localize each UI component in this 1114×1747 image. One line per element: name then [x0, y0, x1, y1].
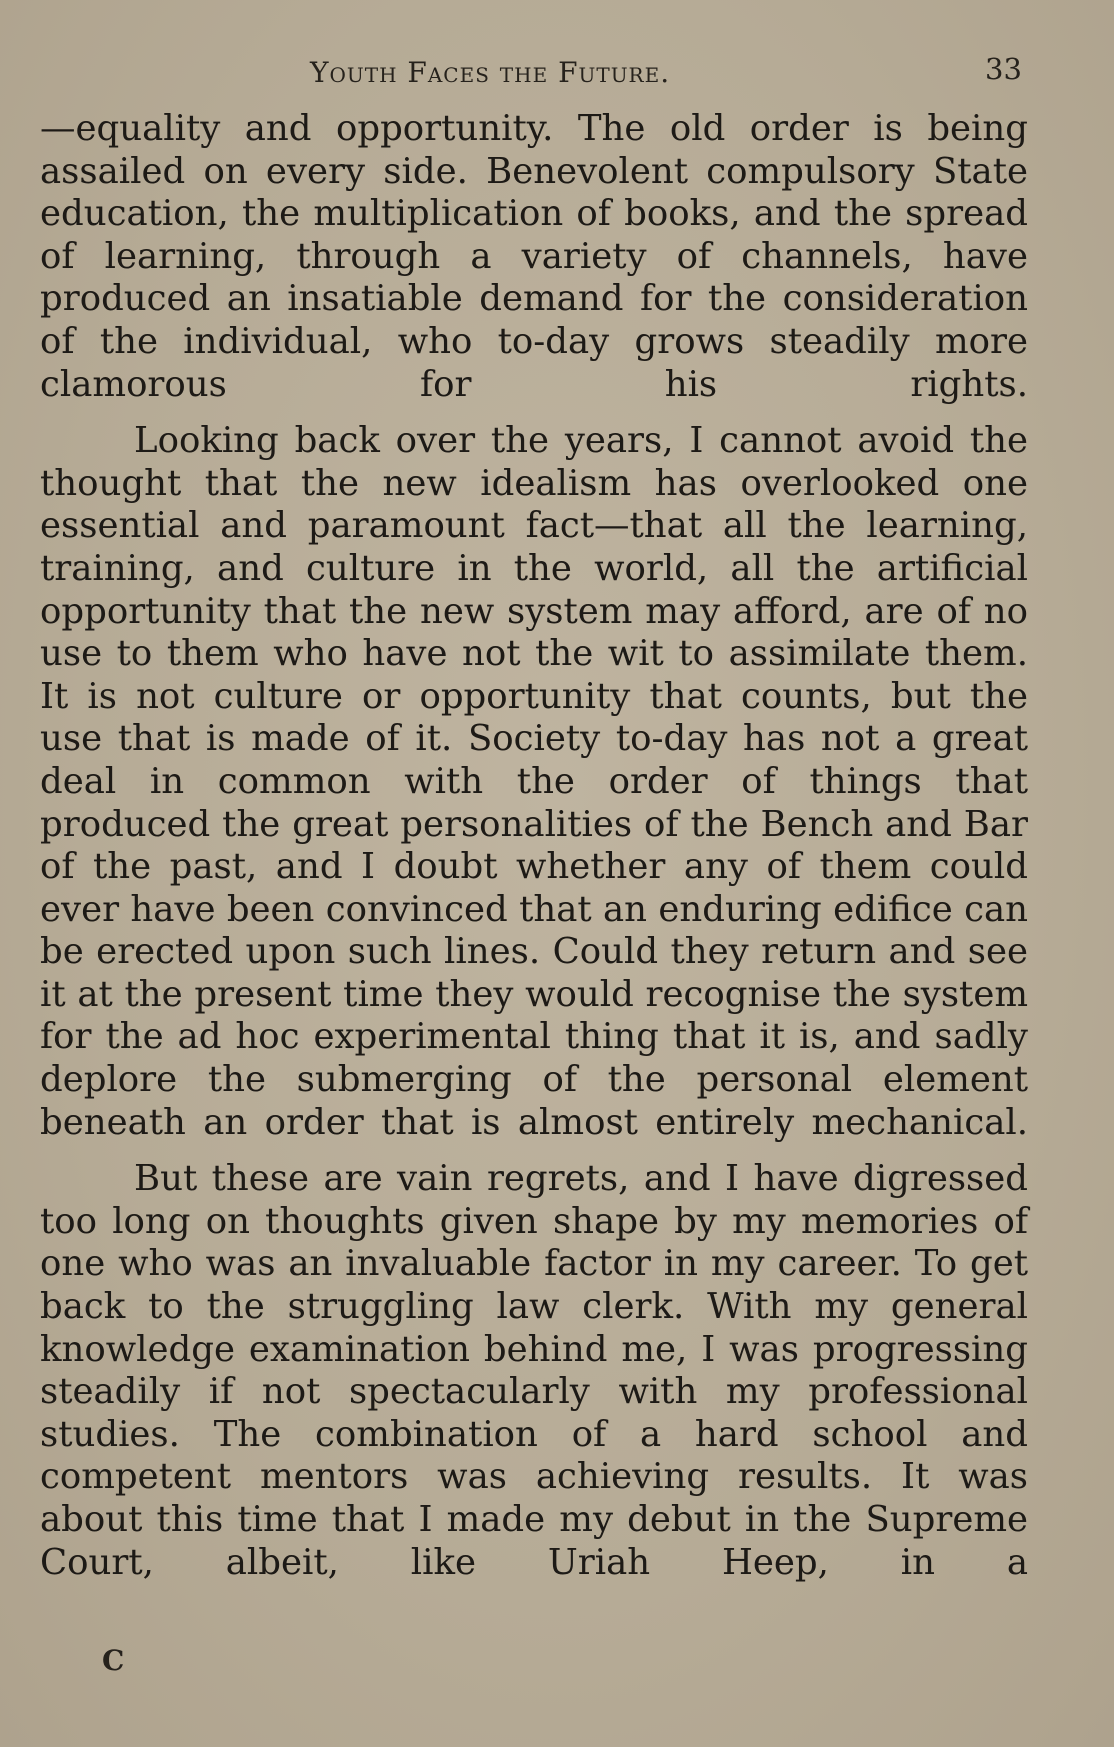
- running-title: Youth Faces the Future.: [310, 56, 671, 89]
- paragraph-continuation: —equality and opportunity. The old order is being assailed on every side. Benevolent compulsory State education, the multiplication of books, and the spread of learning, through a variety of channels, have produced an insatiable demand for the consideration of the individual, who to-day grows steadily more clamorous for his rights.: [40, 108, 1028, 405]
- running-head: [0, 52, 1114, 92]
- signature-mark: C: [102, 1644, 125, 1677]
- body-text: [40, 108, 1028, 1584]
- paragraph-vain-regrets: But these are vain regrets, and I have digressed too long on thoughts given shape by my memories of one who was an invaluable factor in my career. To get back to the struggling law clerk. With my general knowledge examination behind me, I was progressing steadily if not spectacularly with my professional studies. The combination of a hard school and competent mentors was achieving results. It was about this time that I made my debut in the Supreme Court, albeit, like Uriah Heep, in a: [40, 1158, 1028, 1583]
- page-number: 33: [985, 52, 1022, 86]
- paragraph-looking-back: Looking back over the years, I cannot avoid the thought that the new idealism has overlooked one essential and paramount fact—that all the learning, training, and culture in the world, all the artificial opportunity that the new system may afford, are of no use to them who have not the wit to assimilate them. It is not culture or opportunity that counts, but the use that is made of it. Society to-day has not a great deal in common with the order of things that produced the great personalities of the Bench and Bar of the past, and I doubt whether any of them could ever have been convinced that an enduring edifice can be erected upon such lines. Could they return and see it at the present time they would recognise the system for the ad hoc experimental thing that it is, and sadly deplore the submerging of the personal element beneath an order that is almost entirely mechanical.: [40, 420, 1028, 1143]
